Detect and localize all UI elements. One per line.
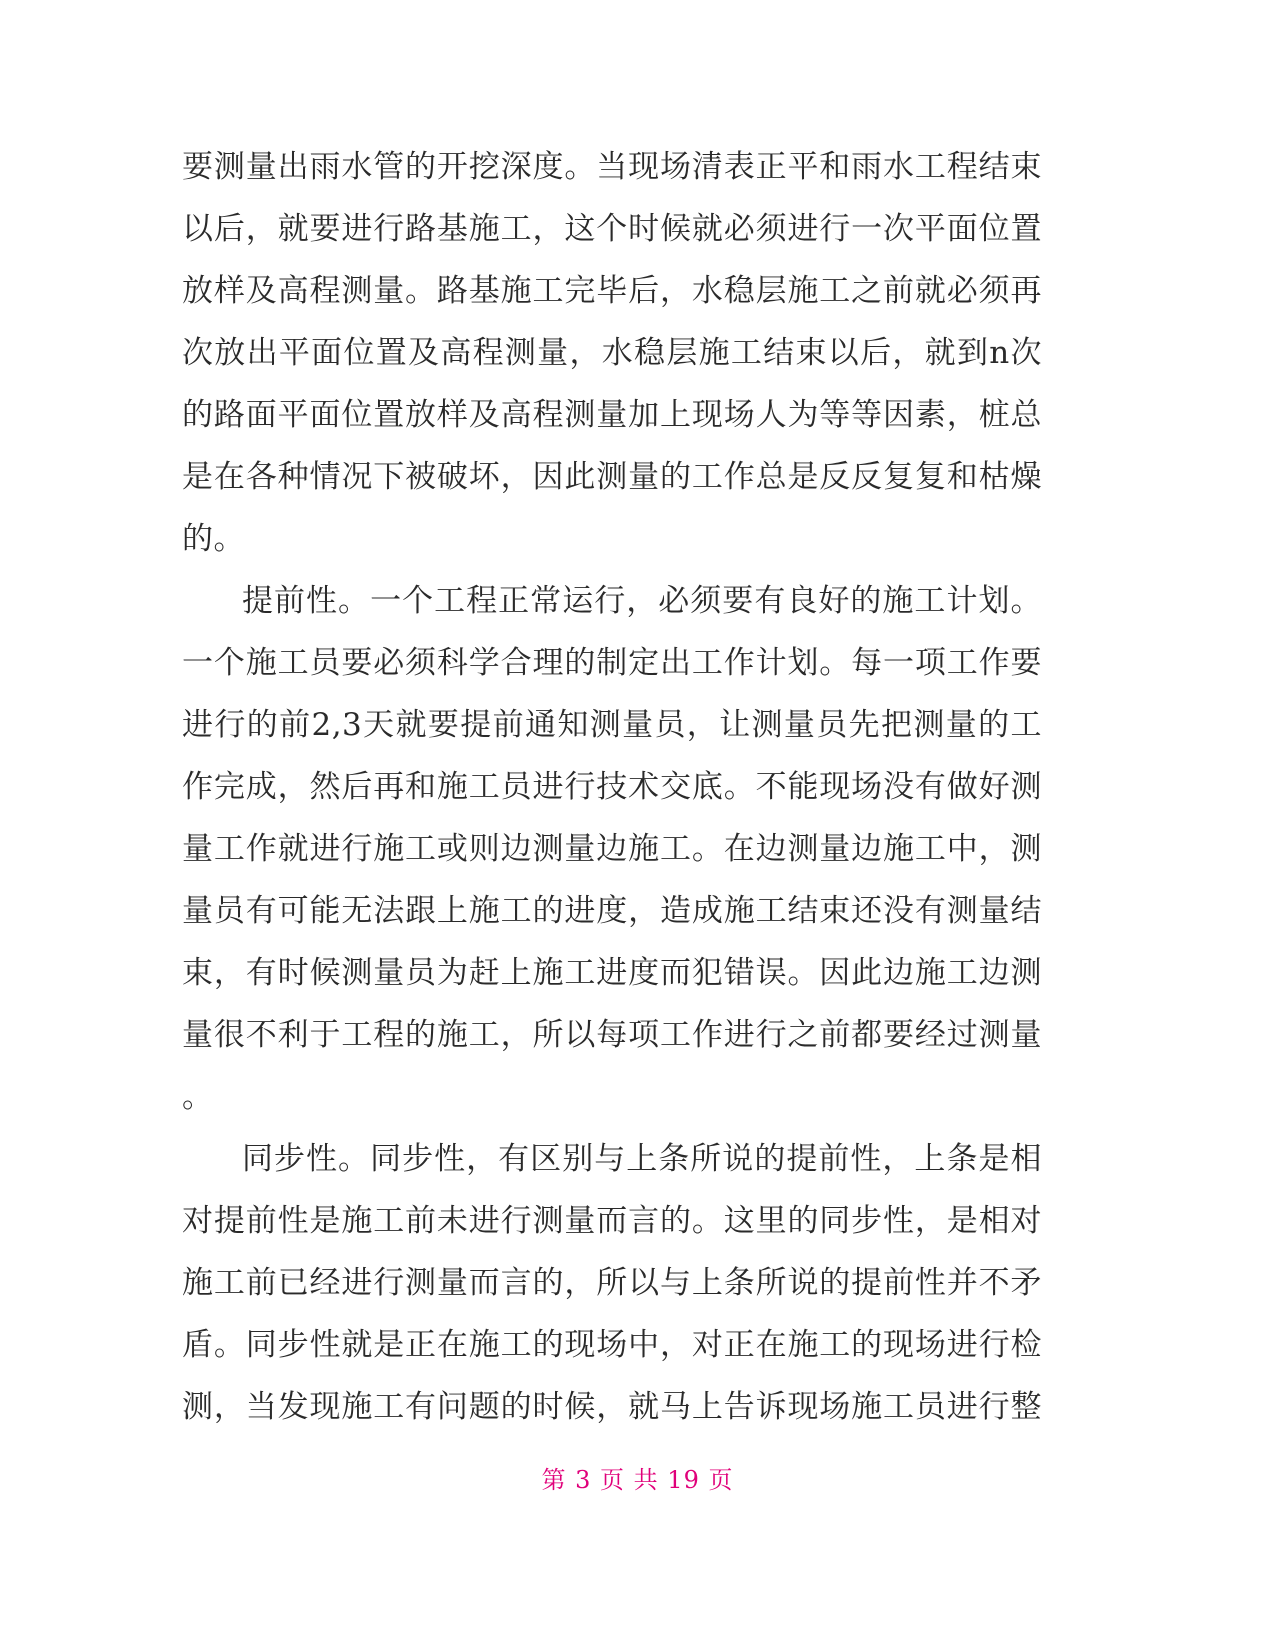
text-line: 的路面平面位置放样及高程测量加上现场人为等等因素，桩总 xyxy=(182,397,1042,433)
text-line: 提前性。一个工程正常运行，必须要有良好的施工计划。 xyxy=(242,583,1042,619)
text-line: 测，当发现施工有问题的时候，就马上告诉现场施工员进行整 xyxy=(182,1389,1042,1425)
text-line: 施工前已经进行测量而言的，所以与上条所说的提前性并不矛 xyxy=(182,1265,1042,1301)
text-line: 束，有时候测量员为赶上施工进度而犯错误。因此边施工边测 xyxy=(182,955,1042,991)
text-line: 次放出平面位置及高程测量，水稳层施工结束以后，就到n次 xyxy=(182,335,1042,371)
text-line: 量工作就进行施工或则边测量边施工。在边测量边施工中，测 xyxy=(182,831,1042,867)
text-line: 量很不利于工程的施工，所以每项工作进行之前都要经过测量 xyxy=(182,1017,1042,1053)
text-line: 。 xyxy=(182,1079,214,1115)
text-line: 的。 xyxy=(182,521,245,557)
text-line: 作完成，然后再和施工员进行技术交底。不能现场没有做好测 xyxy=(182,769,1042,805)
text-line: 同步性。同步性，有区别与上条所说的提前性，上条是相 xyxy=(242,1141,1042,1177)
text-line: 要测量出雨水管的开挖深度。当现场清表正平和雨水工程结束 xyxy=(182,149,1042,185)
body-text xyxy=(182,136,1042,1438)
page-footer: 第 3 页 共 19 页 xyxy=(541,1466,734,1494)
text-line: 对提前性是施工前未进行测量而言的。这里的同步性，是相对 xyxy=(182,1203,1042,1239)
text-line: 放样及高程测量。路基施工完毕后，水稳层施工之前就必须再 xyxy=(182,273,1042,309)
text-line: 一个施工员要必须科学合理的制定出工作计划。每一项工作要 xyxy=(182,645,1042,681)
text-line: 量员有可能无法跟上施工的进度，造成施工结束还没有测量结 xyxy=(182,893,1042,929)
text-line: 进行的前2,3天就要提前通知测量员，让测量员先把测量的工 xyxy=(182,707,1042,743)
text-line: 以后，就要进行路基施工，这个时候就必须进行一次平面位置 xyxy=(182,211,1042,247)
text-line: 是在各种情况下被破坏，因此测量的工作总是反反复复和枯燥 xyxy=(182,459,1042,495)
text-line: 盾。同步性就是正在施工的现场中，对正在施工的现场进行检 xyxy=(182,1327,1042,1363)
